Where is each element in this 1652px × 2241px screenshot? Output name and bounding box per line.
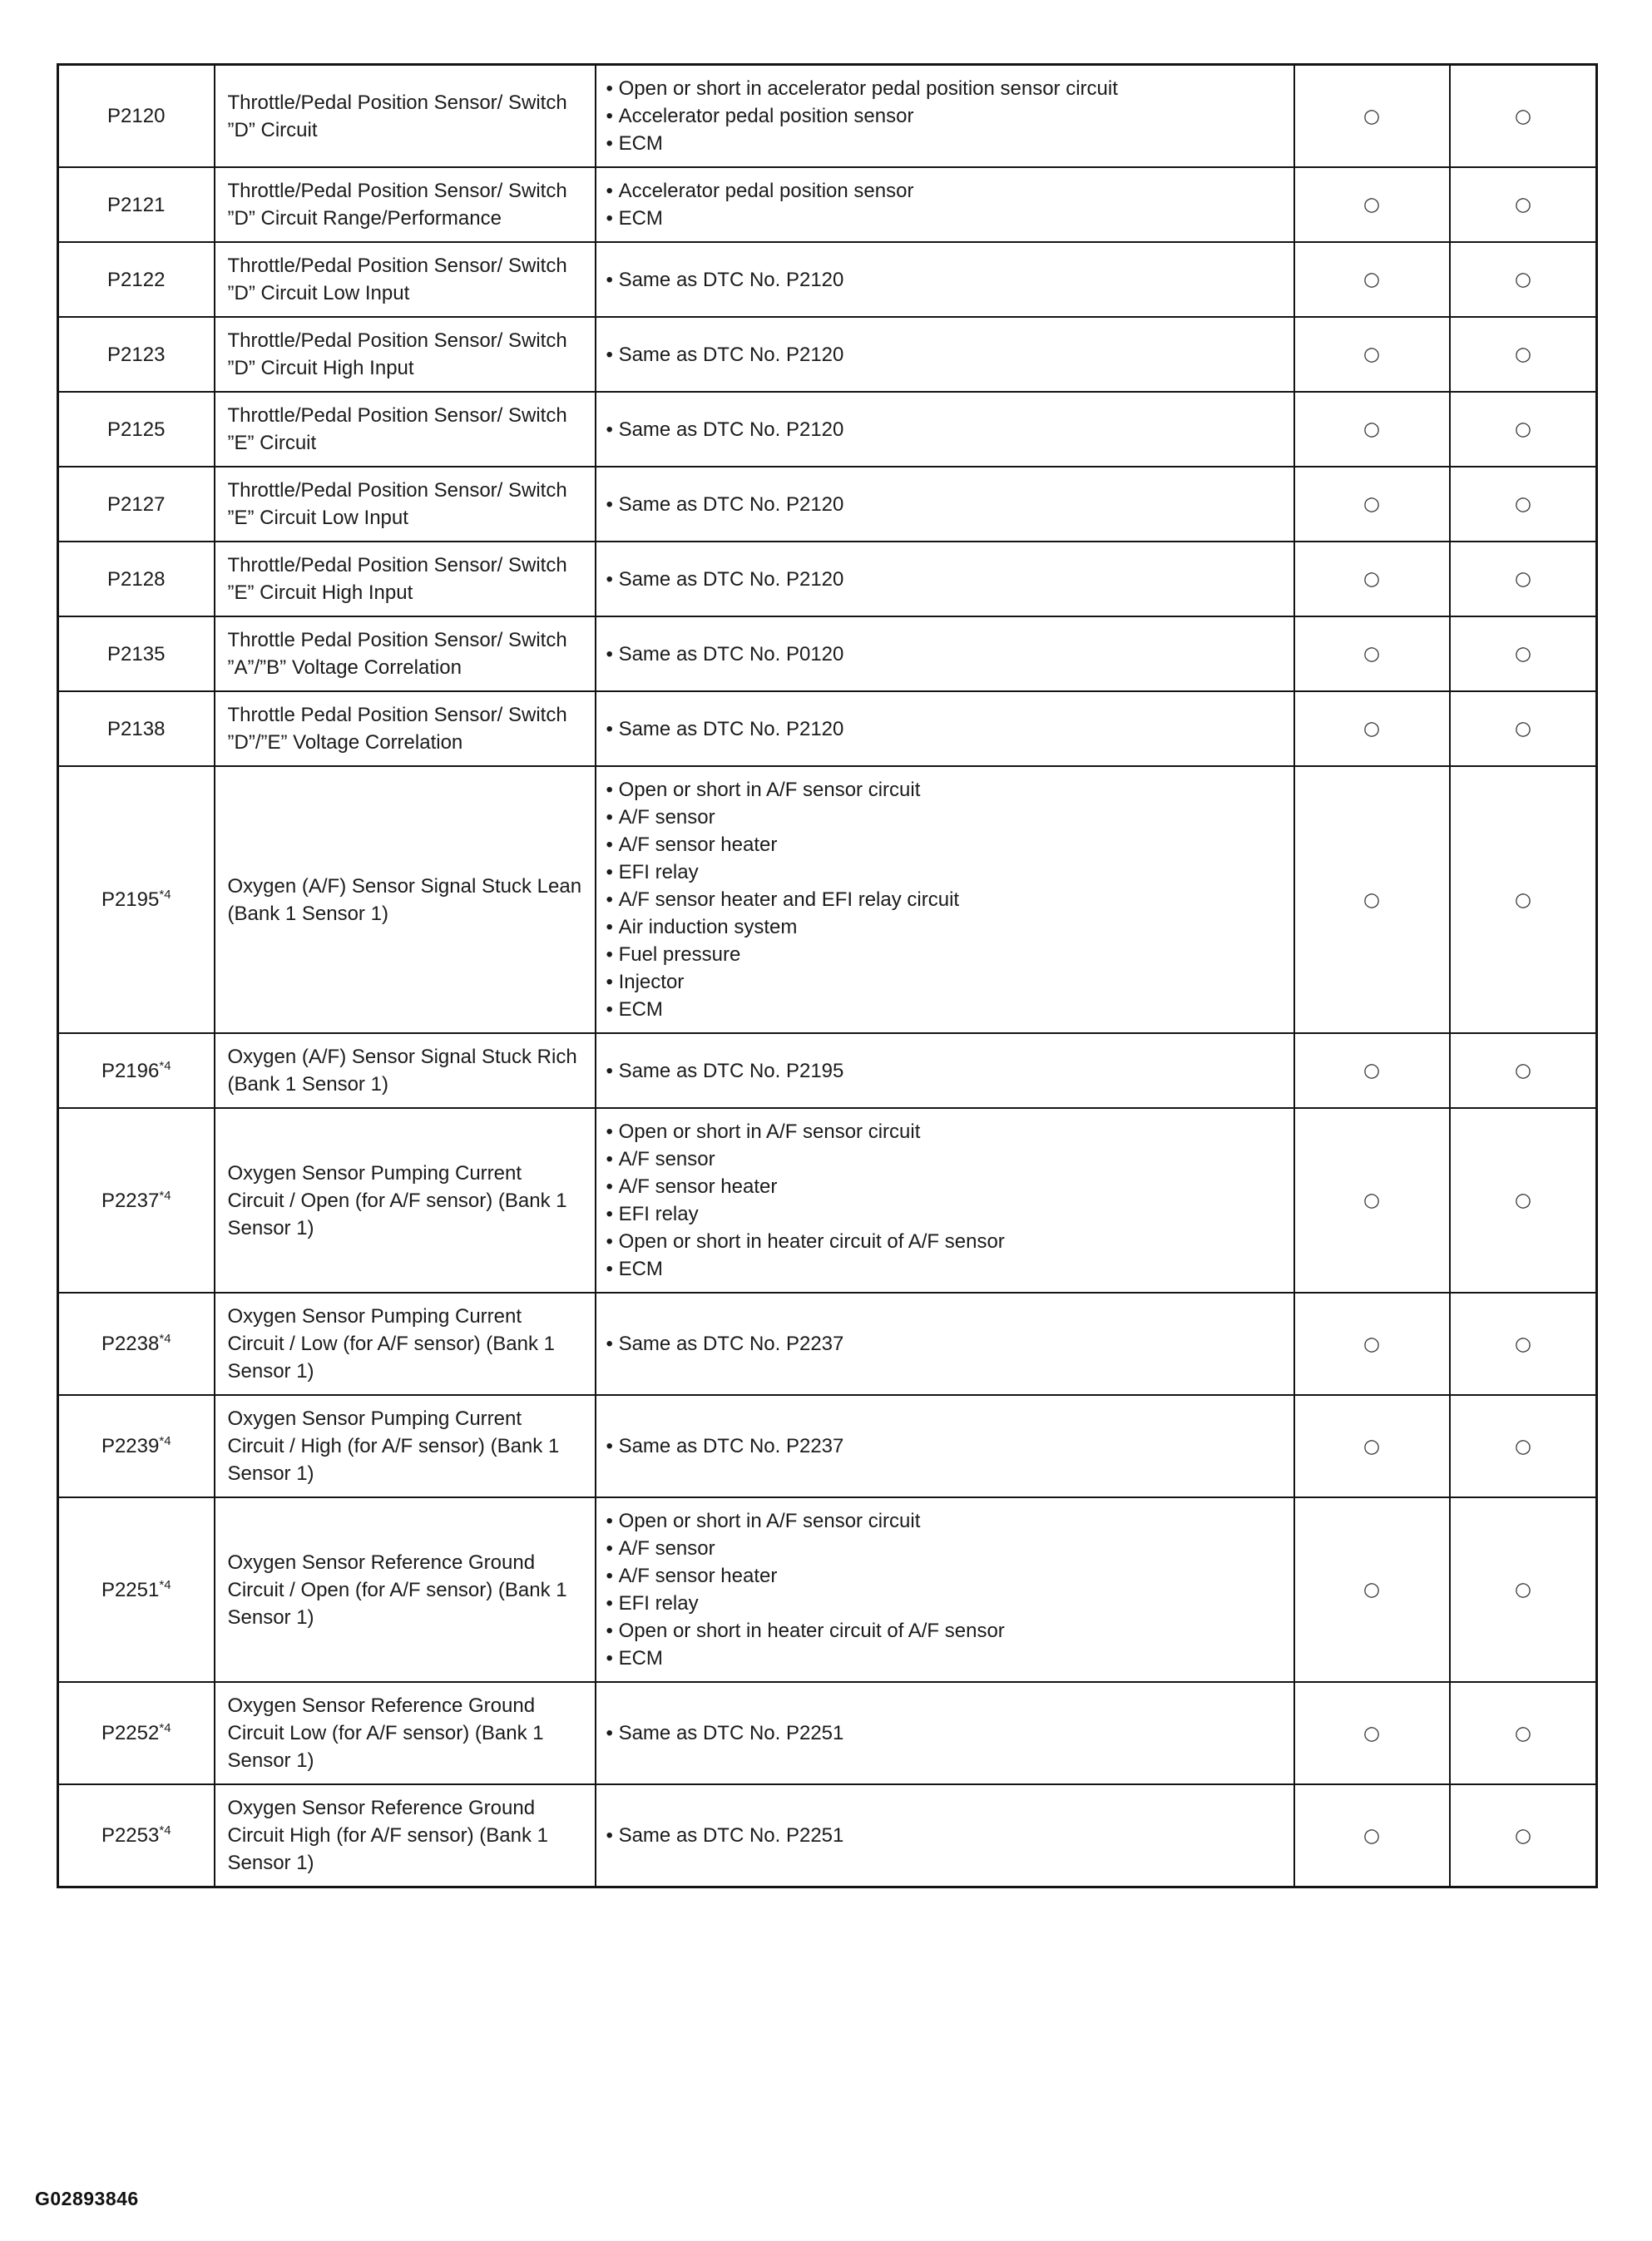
- detection-item-cell: [215, 167, 596, 242]
- detection-item-text: Oxygen (A/F) Sensor Signal Stuck Rich (Bank 1 Sensor 1): [227, 1046, 577, 1096]
- dtc-code-cell: [58, 1033, 215, 1108]
- dtc-code-text: P2135: [107, 642, 166, 665]
- mark-cell-right: [1450, 1293, 1597, 1395]
- detection-item-cell: [215, 317, 596, 392]
- mark-cell-left: [1294, 242, 1450, 317]
- trouble-area-item: • ECM: [606, 996, 1282, 1023]
- mark-cell-right: [1450, 317, 1597, 392]
- detection-item-text: Oxygen Sensor Pumping Current Circuit / Open (for A/F sensor) (Bank 1 Sensor 1): [227, 1161, 567, 1239]
- circle-mark: ○: [1362, 1434, 1382, 1458]
- trouble-area-item: • A/F sensor heater: [606, 831, 1282, 858]
- table-row: [58, 317, 1597, 392]
- figure-code: G02893846: [35, 2188, 139, 2209]
- circle-mark: ○: [1513, 1823, 1533, 1848]
- dtc-code-footnote: *4: [159, 888, 171, 902]
- mark-cell-right: [1450, 1108, 1597, 1293]
- dtc-code-text: P2123: [107, 343, 166, 366]
- dtc-code: [101, 1333, 171, 1355]
- trouble-area-item: • Same as DTC No. P2237: [606, 1432, 1282, 1460]
- trouble-area-item: • A/F sensor heater: [606, 1562, 1282, 1590]
- trouble-area-cell: [596, 1108, 1294, 1293]
- dtc-code-text: P2238: [101, 1333, 160, 1355]
- trouble-area-item: • A/F sensor heater: [606, 1173, 1282, 1200]
- trouble-area-list: [606, 566, 1282, 593]
- trouble-area-cell: [596, 65, 1294, 168]
- dtc-code-cell: [58, 242, 215, 317]
- trouble-area-cell: [596, 1682, 1294, 1784]
- circle-mark: ○: [1513, 192, 1533, 217]
- detection-item-cell: [215, 65, 596, 168]
- dtc-code-text: P2120: [107, 105, 166, 127]
- circle-mark: ○: [1513, 566, 1533, 591]
- dtc-code-text: P2237: [101, 1189, 160, 1212]
- mark-cell-right: [1450, 467, 1597, 542]
- circle-mark: ○: [1513, 104, 1533, 128]
- detection-item-text: Oxygen (A/F) Sensor Signal Stuck Lean (Bank 1 Sensor 1): [227, 874, 582, 925]
- trouble-area-item: • EFI relay: [606, 1200, 1282, 1228]
- trouble-area-list: [606, 776, 1282, 1023]
- mark-cell-right: [1450, 1784, 1597, 1887]
- trouble-area-item: • ECM: [606, 1645, 1282, 1672]
- dtc-code-text: P2121: [107, 193, 166, 216]
- dtc-code: [101, 888, 171, 911]
- trouble-area-item: • Same as DTC No. P2120: [606, 491, 1282, 518]
- trouble-area-item: • ECM: [606, 130, 1282, 157]
- mark-cell-right: [1450, 1682, 1597, 1784]
- dtc-code-text: P2252: [101, 1722, 160, 1744]
- detection-item-cell: [215, 1395, 596, 1497]
- dtc-code-footnote: *4: [159, 1577, 171, 1592]
- trouble-area-list: [606, 1432, 1282, 1460]
- mark-cell-left: [1294, 1293, 1450, 1395]
- trouble-area-item: • Same as DTC No. P2251: [606, 1719, 1282, 1747]
- dtc-code-cell: [58, 1682, 215, 1784]
- dtc-code-cell: [58, 317, 215, 392]
- circle-mark: ○: [1362, 342, 1382, 367]
- dtc-code: [107, 718, 165, 740]
- trouble-area-cell: [596, 467, 1294, 542]
- mark-cell-right: [1450, 691, 1597, 766]
- dtc-code-cell: [58, 167, 215, 242]
- table-row: [58, 392, 1597, 467]
- trouble-area-cell: [596, 242, 1294, 317]
- dtc-code-footnote: *4: [159, 1434, 171, 1448]
- table-row: [58, 1108, 1597, 1293]
- circle-mark: ○: [1513, 1188, 1533, 1213]
- mark-cell-right: [1450, 242, 1597, 317]
- dtc-code-footnote: *4: [159, 1332, 171, 1346]
- dtc-code-cell: [58, 1784, 215, 1887]
- dtc-code-cell: [58, 392, 215, 467]
- detection-item-cell: [215, 691, 596, 766]
- dtc-code-cell: [58, 1395, 215, 1497]
- circle-mark: ○: [1513, 267, 1533, 292]
- trouble-area-item: • Same as DTC No. P2120: [606, 341, 1282, 369]
- trouble-area-item: • Same as DTC No. P2120: [606, 416, 1282, 443]
- mark-cell-right: [1450, 542, 1597, 616]
- trouble-area-item: • EFI relay: [606, 858, 1282, 886]
- circle-mark: ○: [1513, 1058, 1533, 1083]
- circle-mark: ○: [1513, 1577, 1533, 1602]
- mark-cell-right: [1450, 1033, 1597, 1108]
- table-row: [58, 1784, 1597, 1887]
- table-row: [58, 1497, 1597, 1682]
- circle-mark: ○: [1362, 1058, 1382, 1083]
- dtc-table-body: [58, 65, 1597, 1887]
- dtc-code-footnote: *4: [159, 1188, 171, 1203]
- detection-item-cell: [215, 242, 596, 317]
- detection-item-text: Throttle/Pedal Position Sensor/ Switch ”D” Circuit Range/Performance: [227, 180, 567, 230]
- trouble-area-list: [606, 177, 1282, 232]
- circle-mark: ○: [1513, 1721, 1533, 1745]
- mark-cell-left: [1294, 766, 1450, 1033]
- mark-cell-right: [1450, 167, 1597, 242]
- detection-item-text: Throttle/Pedal Position Sensor/ Switch ”E” Circuit: [227, 404, 567, 454]
- dtc-code-cell: [58, 1293, 215, 1395]
- trouble-area-list: [606, 1822, 1282, 1849]
- trouble-area-item: • Same as DTC No. P2195: [606, 1057, 1282, 1085]
- table-row: [58, 65, 1597, 168]
- circle-mark: ○: [1362, 1721, 1382, 1745]
- trouble-area-cell: [596, 691, 1294, 766]
- circle-mark: ○: [1362, 566, 1382, 591]
- trouble-area-list: [606, 1118, 1282, 1283]
- circle-mark: ○: [1513, 342, 1533, 367]
- circle-mark: ○: [1362, 716, 1382, 741]
- dtc-code-cell: [58, 1108, 215, 1293]
- trouble-area-item: • A/F sensor: [606, 1535, 1282, 1562]
- dtc-code: [101, 1435, 171, 1457]
- trouble-area-item: • Same as DTC No. P0120: [606, 641, 1282, 668]
- detection-item-text: Throttle/Pedal Position Sensor/ Switch ”E” Circuit Low Input: [227, 479, 567, 529]
- trouble-area-cell: [596, 542, 1294, 616]
- dtc-code-text: P2125: [107, 418, 166, 441]
- trouble-area-item: • ECM: [606, 1255, 1282, 1283]
- trouble-area-item: • Open or short in A/F sensor circuit: [606, 776, 1282, 804]
- dtc-code-text: P2127: [107, 492, 166, 516]
- trouble-area-cell: [596, 167, 1294, 242]
- mark-cell-right: [1450, 766, 1597, 1033]
- circle-mark: ○: [1362, 492, 1382, 517]
- trouble-area-cell: [596, 1784, 1294, 1887]
- trouble-area-item: • Accelerator pedal position sensor: [606, 177, 1282, 205]
- trouble-area-cell: [596, 1293, 1294, 1395]
- detection-item-text: Throttle Pedal Position Sensor/ Switch ”D”/”E” Voltage Correlation: [227, 704, 567, 754]
- mark-cell-left: [1294, 1682, 1450, 1784]
- detection-item-cell: [215, 766, 596, 1033]
- mark-cell-left: [1294, 1108, 1450, 1293]
- trouble-area-item: • Same as DTC No. P2120: [606, 715, 1282, 743]
- trouble-area-list: [606, 641, 1282, 668]
- dtc-code: [101, 1060, 171, 1082]
- detection-item-text: Oxygen Sensor Reference Ground Circuit / Open (for A/F sensor) (Bank 1 Sensor 1): [227, 1551, 567, 1629]
- mark-cell-left: [1294, 317, 1450, 392]
- trouble-area-list: [606, 75, 1282, 157]
- circle-mark: ○: [1362, 1332, 1382, 1356]
- trouble-area-item: • A/F sensor heater and EFI relay circuit: [606, 886, 1282, 913]
- detection-item-cell: [215, 616, 596, 691]
- detection-item-text: Oxygen Sensor Reference Ground Circuit Low (for A/F sensor) (Bank 1 Sensor 1): [227, 1694, 544, 1772]
- detection-item-text: Oxygen Sensor Reference Ground Circuit High (for A/F sensor) (Bank 1 Sensor 1): [227, 1797, 548, 1874]
- dtc-code-text: P2196: [101, 1059, 160, 1082]
- detection-item-text: Oxygen Sensor Pumping Current Circuit / High (for A/F sensor) (Bank 1 Sensor 1): [227, 1407, 560, 1485]
- table-row: [58, 1033, 1597, 1108]
- trouble-area-item: • Open or short in heater circuit of A/F sensor: [606, 1228, 1282, 1255]
- circle-mark: ○: [1362, 1188, 1382, 1213]
- trouble-area-list: [606, 266, 1282, 294]
- circle-mark: ○: [1362, 267, 1382, 292]
- trouble-area-item: • Fuel pressure: [606, 941, 1282, 968]
- mark-cell-left: [1294, 167, 1450, 242]
- trouble-area-list: [606, 1719, 1282, 1747]
- dtc-code-text: P2253: [101, 1824, 160, 1847]
- trouble-area-item: • Injector: [606, 968, 1282, 996]
- dtc-code: [107, 418, 165, 441]
- dtc-code: [107, 194, 165, 216]
- detection-item-text: Throttle/Pedal Position Sensor/ Switch ”E” Circuit High Input: [227, 554, 567, 604]
- dtc-code-cell: [58, 1497, 215, 1682]
- trouble-area-item: • Same as DTC No. P2120: [606, 266, 1282, 294]
- mark-cell-right: [1450, 1395, 1597, 1497]
- trouble-area-item: • A/F sensor: [606, 804, 1282, 831]
- dtc-code-cell: [58, 691, 215, 766]
- mark-cell-left: [1294, 1033, 1450, 1108]
- dtc-code: [107, 568, 165, 591]
- dtc-code: [101, 1824, 171, 1847]
- table-row: [58, 242, 1597, 317]
- dtc-code: [107, 493, 165, 516]
- trouble-area-cell: [596, 392, 1294, 467]
- trouble-area-item: • EFI relay: [606, 1590, 1282, 1617]
- mark-cell-left: [1294, 467, 1450, 542]
- mark-cell-left: [1294, 392, 1450, 467]
- detection-item-cell: [215, 1033, 596, 1108]
- dtc-code-footnote: *4: [159, 1721, 171, 1735]
- circle-mark: ○: [1513, 716, 1533, 741]
- trouble-area-cell: [596, 1395, 1294, 1497]
- dtc-code-text: P2239: [101, 1435, 160, 1457]
- circle-mark: ○: [1362, 104, 1382, 128]
- circle-mark: ○: [1513, 641, 1533, 666]
- dtc-code-text: P2195: [101, 888, 160, 911]
- detection-item-cell: [215, 1293, 596, 1395]
- trouble-area-item: • Accelerator pedal position sensor: [606, 102, 1282, 130]
- dtc-code: [101, 1722, 171, 1744]
- dtc-code-text: P2122: [107, 268, 166, 291]
- dtc-code-cell: [58, 766, 215, 1033]
- mark-cell-left: [1294, 65, 1450, 168]
- circle-mark: ○: [1362, 1577, 1382, 1602]
- table-row: [58, 1293, 1597, 1395]
- detection-item-cell: [215, 1784, 596, 1887]
- dtc-code-footnote: *4: [159, 1058, 171, 1073]
- mark-cell-left: [1294, 616, 1450, 691]
- dtc-code-text: P2128: [107, 567, 166, 591]
- detection-item-cell: [215, 1108, 596, 1293]
- dtc-code-footnote: *4: [159, 1823, 171, 1838]
- circle-mark: ○: [1362, 1823, 1382, 1848]
- circle-mark: ○: [1513, 1434, 1533, 1458]
- mark-cell-left: [1294, 1497, 1450, 1682]
- mark-cell-left: [1294, 1784, 1450, 1887]
- trouble-area-item: • Same as DTC No. P2120: [606, 566, 1282, 593]
- trouble-area-list: [606, 1507, 1282, 1672]
- mark-cell-right: [1450, 1497, 1597, 1682]
- detection-item-text: Throttle Pedal Position Sensor/ Switch ”A”/”B” Voltage Correlation: [227, 629, 567, 679]
- mark-cell-right: [1450, 616, 1597, 691]
- dtc-table: [57, 63, 1598, 1888]
- circle-mark: ○: [1513, 1332, 1533, 1356]
- trouble-area-item: • Same as DTC No. P2237: [606, 1330, 1282, 1358]
- dtc-code: [107, 344, 165, 366]
- detection-item-cell: [215, 467, 596, 542]
- dtc-code-cell: [58, 467, 215, 542]
- trouble-area-item: • A/F sensor: [606, 1145, 1282, 1173]
- trouble-area-item: • Open or short in heater circuit of A/F sensor: [606, 1617, 1282, 1645]
- mark-cell-right: [1450, 65, 1597, 168]
- trouble-area-list: [606, 416, 1282, 443]
- trouble-area-item: • Air induction system: [606, 913, 1282, 941]
- detection-item-text: Throttle/Pedal Position Sensor/ Switch ”D” Circuit Low Input: [227, 255, 567, 304]
- table-row: [58, 167, 1597, 242]
- dtc-code: [107, 643, 165, 665]
- detection-item-text: Throttle/Pedal Position Sensor/ Switch ”D” Circuit: [227, 91, 567, 141]
- trouble-area-list: [606, 341, 1282, 369]
- circle-mark: ○: [1362, 641, 1382, 666]
- mark-cell-left: [1294, 691, 1450, 766]
- trouble-area-cell: [596, 1033, 1294, 1108]
- table-row: [58, 616, 1597, 691]
- detection-item-cell: [215, 392, 596, 467]
- mark-cell-left: [1294, 1395, 1450, 1497]
- dtc-code: [101, 1579, 171, 1601]
- mark-cell-left: [1294, 542, 1450, 616]
- table-row: [58, 542, 1597, 616]
- trouble-area-item: • ECM: [606, 205, 1282, 232]
- trouble-area-cell: [596, 766, 1294, 1033]
- trouble-area-list: [606, 491, 1282, 518]
- dtc-code-text: P2138: [107, 717, 166, 740]
- table-row: [58, 691, 1597, 766]
- trouble-area-cell: [596, 616, 1294, 691]
- trouble-area-cell: [596, 1497, 1294, 1682]
- circle-mark: ○: [1362, 192, 1382, 217]
- detection-item-text: Oxygen Sensor Pumping Current Circuit / Low (for A/F sensor) (Bank 1 Sensor 1): [227, 1305, 555, 1383]
- trouble-area-item: • Open or short in accelerator pedal position sensor circuit: [606, 75, 1282, 102]
- trouble-area-item: • Same as DTC No. P2251: [606, 1822, 1282, 1849]
- trouble-area-list: [606, 1057, 1282, 1085]
- circle-mark: ○: [1362, 417, 1382, 442]
- dtc-code: [107, 269, 165, 291]
- circle-mark: ○: [1513, 417, 1533, 442]
- table-row: [58, 1395, 1597, 1497]
- table-row: [58, 766, 1597, 1033]
- trouble-area-list: [606, 1330, 1282, 1358]
- trouble-area-list: [606, 715, 1282, 743]
- trouble-area-item: • Open or short in A/F sensor circuit: [606, 1118, 1282, 1145]
- mark-cell-right: [1450, 392, 1597, 467]
- detection-item-cell: [215, 1497, 596, 1682]
- trouble-area-item: • Open or short in A/F sensor circuit: [606, 1507, 1282, 1535]
- dtc-code-cell: [58, 616, 215, 691]
- dtc-code-text: P2251: [101, 1578, 160, 1601]
- trouble-area-cell: [596, 317, 1294, 392]
- detection-item-cell: [215, 1682, 596, 1784]
- table-row: [58, 467, 1597, 542]
- dtc-code: [101, 1190, 171, 1212]
- circle-mark: ○: [1513, 888, 1533, 912]
- dtc-code: [107, 105, 165, 127]
- table-row: [58, 1682, 1597, 1784]
- dtc-code-cell: [58, 65, 215, 168]
- detection-item-text: Throttle/Pedal Position Sensor/ Switch ”D” Circuit High Input: [227, 329, 567, 379]
- circle-mark: ○: [1513, 492, 1533, 517]
- detection-item-cell: [215, 542, 596, 616]
- dtc-code-cell: [58, 542, 215, 616]
- circle-mark: ○: [1362, 888, 1382, 912]
